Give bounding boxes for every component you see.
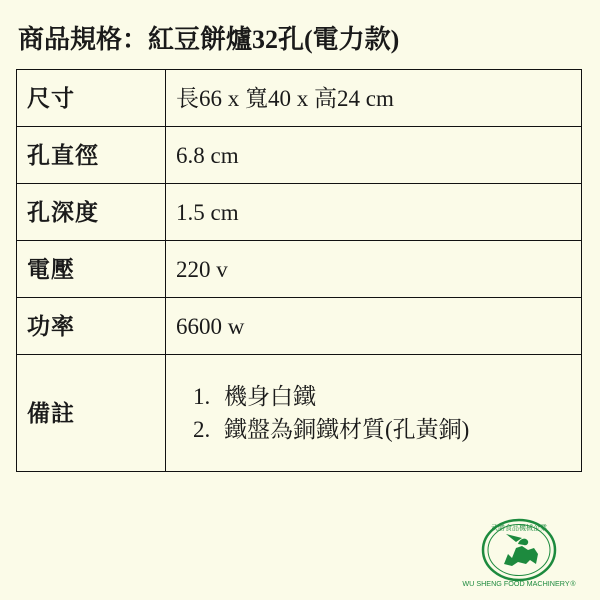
- table-row: [17, 70, 582, 127]
- table-row: [17, 127, 582, 184]
- logo-icon: [456, 514, 582, 590]
- row-value-hole-diameter: 6.8 cm: [166, 127, 582, 184]
- table-row: [17, 298, 582, 355]
- row-value-size: 長66 x 寬40 x 高24 cm: [166, 70, 582, 127]
- logo-english-text: WU SHENG FOOD MACHINERY: [462, 579, 570, 588]
- row-label-note: 備註: [17, 355, 166, 472]
- row-label-hole-diameter: 孔直徑: [17, 127, 166, 184]
- page-title: 商品規格：紅豆餅爐32孔(電力款): [18, 25, 400, 54]
- row-label-voltage: 電壓: [17, 241, 166, 298]
- row-label-hole-depth: 孔深度: [17, 184, 166, 241]
- row-value-power: 6600 w: [166, 298, 582, 355]
- logo-chinese-text: 武勝食品機械企業: [491, 524, 547, 532]
- row-value-voltage: 220 v: [166, 241, 582, 298]
- row-value-note: [166, 355, 582, 472]
- list-item: 2. 鐵盤為銅鐵材質(孔黃銅): [216, 413, 571, 446]
- row-label-size: 尺寸: [17, 70, 166, 127]
- row-label-power: 功率: [17, 298, 166, 355]
- spec-table: [16, 69, 582, 472]
- list-item: 1. 機身白鐵: [216, 380, 571, 413]
- table-row-note: [17, 355, 582, 472]
- registered-mark-icon: ®: [570, 581, 576, 588]
- table-row: [17, 184, 582, 241]
- row-value-hole-depth: 1.5 cm: [166, 184, 582, 241]
- table-row: [17, 241, 582, 298]
- note-list: [176, 380, 571, 447]
- company-logo: [456, 514, 582, 590]
